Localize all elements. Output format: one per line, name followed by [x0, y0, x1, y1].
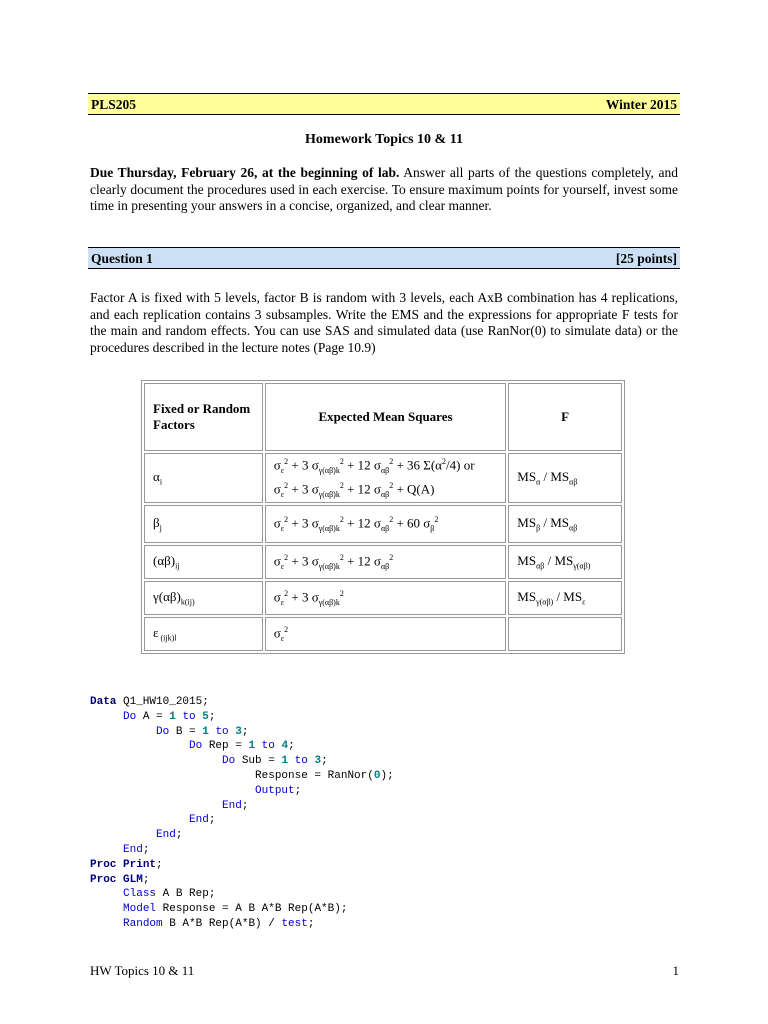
table-row — [144, 617, 622, 651]
question-band — [88, 247, 680, 269]
code-token: Data — [90, 696, 117, 708]
question-text: Factor A is fixed with 5 levels, factor B is random with 3 levels, each AxB combination has 4 replications, and each replication contains 3 subsamples. Write the EMS and the expressions for appropriate F tests for the main and random effects. You can use SAS and simulated data (use RanNor(0) to simulate data) or the procedures described in the lecture notes (Page 10.9) — [90, 290, 678, 355]
code-token: Random — [123, 917, 163, 930]
code-token: to — [261, 740, 275, 753]
code-token: Class — [123, 888, 157, 901]
code-token: 5 — [202, 710, 209, 723]
ems-cell: $\sigma_\varepsilon^2 + 3$ $\sigma_{\gamma(\alpha\beta)k}^2 + 12$ $\sigma_{\alpha\beta}^2 + 60$ $\sigma_\beta^2$ — [265, 505, 507, 543]
code-token: End — [123, 843, 143, 856]
code-token: Model — [123, 903, 157, 916]
table-header-row — [144, 383, 622, 451]
question-label: Question 1 — [91, 251, 153, 266]
table-row — [144, 581, 622, 615]
f-cell — [508, 617, 622, 651]
code-token: to — [294, 755, 308, 768]
code-token: 3 — [314, 755, 322, 768]
due-date: Due Thursday, February 26, at the beginning of lab. — [90, 165, 400, 180]
course-code: PLS205 — [91, 97, 137, 112]
code-token: GLM — [123, 873, 143, 886]
code-token: Do — [123, 710, 137, 723]
ems-table — [141, 380, 625, 654]
page-title: Homework Topics 10 & 11 — [305, 132, 463, 147]
code-token: Do — [189, 740, 203, 753]
ems-cell: $\sigma_\varepsilon^2$ — [265, 617, 507, 651]
code-token: 4 — [281, 740, 289, 753]
header-ems: Expected Mean Squares — [265, 383, 507, 451]
code-token: 3 — [235, 725, 242, 738]
header-factors: Fixed or Random Factors — [144, 383, 263, 451]
code-token: Print — [123, 858, 157, 871]
f-cell: $MS_\alpha / MS_{\alpha\beta}$ — [508, 453, 622, 503]
table-row — [144, 545, 622, 579]
code-token: 1 — [202, 725, 209, 738]
factor-cell: ε $_{(ijk)l}$ — [144, 617, 263, 651]
code-token: to — [182, 710, 196, 723]
header-band — [88, 93, 680, 115]
f-cell: $MS_\beta / MS_{\alpha\beta}$ — [508, 505, 622, 543]
code-token: 1 — [169, 710, 176, 723]
code-token: End — [189, 814, 209, 827]
term: Winter 2015 — [605, 97, 677, 112]
table-row — [144, 505, 622, 543]
ems-cell: $\sigma_\varepsilon^2 + 3$ $\sigma_{\gamma(\alpha\beta)k}^2$ — [265, 581, 507, 615]
sas-code-block: Data Q1_HW10_2015; Do A = 1 to 5; Do B = 1 to 3; Do Rep = 1 to 4; Do Sub = 1 to 3; Response = RanNor(0); Output; End; End; End; End; Proc Print; Proc GLM; Class A B Rep; Model Response = A B A*B Rep(A*B); Random B A*B Rep(A*B) / test; — [90, 696, 394, 930]
f-cell: $MS_{\alpha\beta} / MS_{\gamma(\alpha\beta)}$ — [508, 545, 622, 579]
code-token: End — [156, 829, 176, 842]
code-token: test — [281, 917, 308, 930]
code-token: Do — [222, 755, 236, 768]
code-token: 1 — [281, 755, 289, 768]
code-token: Output — [255, 784, 295, 797]
f-cell: $MS_{\gamma(\alpha\beta)} / MS_\varepsilon$ — [508, 581, 622, 615]
table-row — [144, 453, 622, 503]
code-token: Do — [156, 725, 170, 738]
factor-cell: $\gamma(\alpha\beta)_{k(ij)}$ — [144, 581, 263, 615]
footer-label: HW Topics 10 & 11 — [90, 963, 195, 978]
factor-cell: $(\alpha\beta)_{ij}$ — [144, 545, 263, 579]
ems-cell: $\sigma_\varepsilon^2 + 3$ $\sigma_{\gamma(\alpha\beta)k}^2 + 12$ $\sigma_{\alpha\beta}^2$ — [265, 545, 507, 579]
code-token: 0 — [373, 769, 381, 782]
factor-cell: $\beta_j$ — [144, 505, 263, 543]
code-token: Proc — [90, 858, 117, 871]
factor-cell: $\alpha_i$ — [144, 453, 263, 503]
header-f: F — [508, 383, 622, 451]
intro-text: Answer all parts of the questions completely, and clearly document the procedures used in each exercise. To ensure maximum points for yourself, invest some time in presenting your answers in a concise, organized, and clear manner. — [90, 165, 678, 213]
code-token: to — [215, 725, 229, 738]
ems-cell: $\sigma_\varepsilon^2 + 3$ $\sigma_{\gamma(\alpha\beta)k}^2 + 12$ $\sigma_{\alpha\beta}^2 + 36$ $\Sigma(\alpha^2/4)$ or $\sigma_\varepsilon^2 + 3$ $\sigma_{\gamma(\alpha\beta)k}^2 + 12$ $\sigma_{\alpha\beta}^2 + Q(A)$ — [265, 453, 507, 503]
code-token: End — [222, 799, 242, 812]
page-number: 1 — [672, 963, 679, 978]
code-token: Proc — [90, 873, 117, 886]
question-points: [25 points] — [615, 251, 677, 266]
intro-paragraph — [90, 165, 678, 215]
code-token: 1 — [248, 740, 256, 753]
